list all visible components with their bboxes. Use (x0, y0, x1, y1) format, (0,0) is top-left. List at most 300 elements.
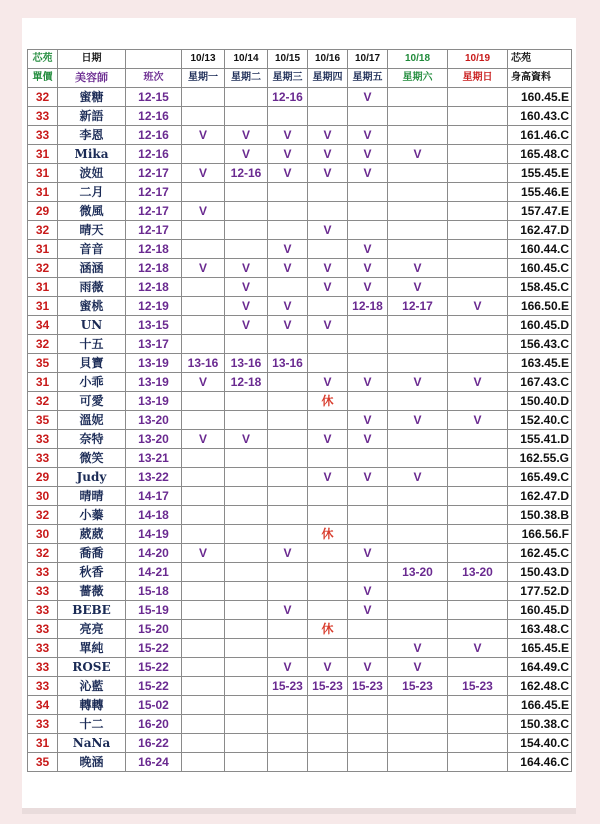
table-row (28, 373, 572, 392)
day-cell (182, 392, 225, 411)
day-cell (268, 183, 308, 202)
day-cell (448, 715, 508, 734)
price-cell: 33 (28, 677, 58, 696)
shift-cell: 15-18 (126, 582, 182, 601)
weekday-header: 星期六 (388, 69, 448, 88)
height-cell: 155.41.D (508, 430, 572, 449)
day-cell (268, 734, 308, 753)
beautician-name: 沁藍 (58, 677, 126, 696)
day-cell: V (348, 126, 388, 145)
price-cell: 33 (28, 639, 58, 658)
beautician-name: 小乖 (58, 373, 126, 392)
day-cell: V (308, 278, 348, 297)
beautician-name: 可愛 (58, 392, 126, 411)
day-cell (182, 734, 225, 753)
height-cell: 150.40.D (508, 392, 572, 411)
day-cell: V (182, 544, 225, 563)
day-cell (348, 639, 388, 658)
day-cell (268, 411, 308, 430)
height-cell: 150.38.B (508, 506, 572, 525)
day-cell (448, 145, 508, 164)
day-cell: 13-16 (182, 354, 225, 373)
table-row (28, 392, 572, 411)
day-cell (388, 734, 448, 753)
schedule-table (27, 49, 572, 772)
day-cell (308, 240, 348, 259)
table-row (28, 145, 572, 164)
weekday-header: 星期三 (268, 69, 308, 88)
day-cell (348, 449, 388, 468)
price-cell: 31 (28, 145, 58, 164)
day-cell: V (348, 164, 388, 183)
price-cell: 31 (28, 373, 58, 392)
shift-cell: 14-21 (126, 563, 182, 582)
date-header: 10/19 (448, 50, 508, 69)
date-label: 日期 (58, 50, 126, 69)
weekday-header: 星期二 (225, 69, 268, 88)
table-row (28, 506, 572, 525)
weekday-header: 星期五 (348, 69, 388, 88)
day-cell (225, 411, 268, 430)
beautician-name: 轉轉 (58, 696, 126, 715)
shift-cell: 12-18 (126, 259, 182, 278)
table-row (28, 639, 572, 658)
table-row (28, 734, 572, 753)
day-cell (308, 715, 348, 734)
day-cell (182, 221, 225, 240)
day-cell (182, 715, 225, 734)
day-cell: V (348, 373, 388, 392)
day-cell (308, 696, 348, 715)
day-cell (225, 392, 268, 411)
day-cell: V (348, 658, 388, 677)
height-cell: 163.45.E (508, 354, 572, 373)
shift-cell: 14-17 (126, 487, 182, 506)
day-cell (448, 658, 508, 677)
shift-cell: 13-21 (126, 449, 182, 468)
day-cell (225, 601, 268, 620)
day-cell (308, 563, 348, 582)
day-cell (182, 658, 225, 677)
day-cell: V (182, 259, 225, 278)
height-cell: 162.55.G (508, 449, 572, 468)
height-cell: 162.47.D (508, 487, 572, 506)
day-cell (388, 506, 448, 525)
day-cell (348, 107, 388, 126)
day-cell (268, 335, 308, 354)
day-cell: V (348, 582, 388, 601)
shift-cell: 12-18 (126, 278, 182, 297)
day-cell: 13-20 (448, 563, 508, 582)
shift-cell: 12-18 (126, 240, 182, 259)
shift-cell: 12-19 (126, 297, 182, 316)
day-cell: V (268, 164, 308, 183)
price-cell: 33 (28, 126, 58, 145)
day-cell: 13-16 (225, 354, 268, 373)
day-cell: V (308, 316, 348, 335)
day-cell (182, 240, 225, 259)
price-cell: 29 (28, 202, 58, 221)
shift-cell: 13-20 (126, 430, 182, 449)
day-cell (348, 354, 388, 373)
price-cell: 33 (28, 658, 58, 677)
height-cell: 165.45.E (508, 639, 572, 658)
height-cell: 160.45.D (508, 316, 572, 335)
day-cell: V (308, 373, 348, 392)
day-cell (268, 107, 308, 126)
day-cell (268, 506, 308, 525)
day-cell (348, 506, 388, 525)
shift-cell: 13-20 (126, 411, 182, 430)
day-cell: V (268, 316, 308, 335)
day-cell: V (448, 411, 508, 430)
day-cell: V (182, 164, 225, 183)
day-cell (182, 88, 225, 107)
beautician-name: BEBE (58, 601, 126, 620)
day-cell (182, 696, 225, 715)
day-cell: 13-20 (388, 563, 448, 582)
day-cell: 休 (308, 392, 348, 411)
date-header: 10/18 (388, 50, 448, 69)
day-cell (225, 525, 268, 544)
height-cell: 160.43.C (508, 107, 572, 126)
day-cell (388, 335, 448, 354)
day-cell: 15-23 (308, 677, 348, 696)
weekday-header: 星期一 (182, 69, 225, 88)
day-cell (348, 563, 388, 582)
shift-cell: 16-20 (126, 715, 182, 734)
price-cell: 32 (28, 392, 58, 411)
day-cell (268, 582, 308, 601)
day-cell: V (348, 544, 388, 563)
shift-cell: 12-16 (126, 107, 182, 126)
table-row (28, 696, 572, 715)
header-blank (126, 50, 182, 69)
height-cell: 165.48.C (508, 145, 572, 164)
height-cell: 166.56.F (508, 525, 572, 544)
day-cell (348, 183, 388, 202)
day-cell: V (225, 316, 268, 335)
day-cell: V (308, 259, 348, 278)
day-cell (388, 525, 448, 544)
day-cell (308, 506, 348, 525)
day-cell (348, 753, 388, 772)
day-cell (182, 639, 225, 658)
day-cell (225, 449, 268, 468)
price-label: 單價 (28, 69, 58, 88)
day-cell (388, 164, 448, 183)
price-cell: 35 (28, 411, 58, 430)
day-cell (388, 392, 448, 411)
brand-left: 芯苑 (28, 50, 58, 69)
beautician-name: 秋香 (58, 563, 126, 582)
height-cell: 161.46.C (508, 126, 572, 145)
day-cell (268, 373, 308, 392)
day-cell (308, 202, 348, 221)
day-cell (388, 430, 448, 449)
shift-cell: 12-17 (126, 183, 182, 202)
day-cell (308, 88, 348, 107)
day-cell: V (268, 145, 308, 164)
table-row (28, 449, 572, 468)
height-cell: 155.45.E (508, 164, 572, 183)
day-cell (388, 620, 448, 639)
day-cell (388, 715, 448, 734)
day-cell: 15-23 (348, 677, 388, 696)
header-row-weekdays (28, 69, 572, 88)
day-cell (308, 639, 348, 658)
table-row (28, 658, 572, 677)
day-cell (182, 487, 225, 506)
table-row (28, 563, 572, 582)
date-header: 10/14 (225, 50, 268, 69)
table-row (28, 582, 572, 601)
day-cell (388, 126, 448, 145)
day-cell (448, 753, 508, 772)
day-cell (348, 525, 388, 544)
day-cell: V (348, 240, 388, 259)
beautician-name: 雨薇 (58, 278, 126, 297)
height-cell: 150.38.C (508, 715, 572, 734)
day-cell (182, 468, 225, 487)
price-cell: 33 (28, 715, 58, 734)
day-cell (182, 411, 225, 430)
table-row (28, 240, 572, 259)
day-cell: V (308, 145, 348, 164)
shift-cell: 14-19 (126, 525, 182, 544)
day-cell: V (225, 126, 268, 145)
day-cell (225, 202, 268, 221)
day-cell (225, 240, 268, 259)
day-cell (225, 107, 268, 126)
day-cell (448, 449, 508, 468)
day-cell (448, 183, 508, 202)
height-cell: 167.43.C (508, 373, 572, 392)
day-cell (388, 696, 448, 715)
day-cell: 12-16 (225, 164, 268, 183)
price-cell: 30 (28, 525, 58, 544)
day-cell: V (308, 658, 348, 677)
day-cell (388, 582, 448, 601)
day-cell: V (268, 259, 308, 278)
day-cell (448, 544, 508, 563)
day-cell (308, 601, 348, 620)
date-header: 10/17 (348, 50, 388, 69)
day-cell: V (448, 373, 508, 392)
day-cell (225, 468, 268, 487)
day-cell (448, 88, 508, 107)
day-cell: V (348, 430, 388, 449)
day-cell (388, 240, 448, 259)
height-cell: 160.45.D (508, 601, 572, 620)
day-cell: V (388, 658, 448, 677)
shift-label: 班次 (126, 69, 182, 88)
day-cell: V (308, 221, 348, 240)
day-cell (448, 107, 508, 126)
shift-cell: 16-22 (126, 734, 182, 753)
day-cell (448, 316, 508, 335)
day-cell (448, 468, 508, 487)
beautician-name: 十二 (58, 715, 126, 734)
day-cell (268, 430, 308, 449)
day-cell (182, 525, 225, 544)
price-cell: 31 (28, 297, 58, 316)
table-row (28, 354, 572, 373)
day-cell (268, 715, 308, 734)
table-row (28, 164, 572, 183)
price-cell: 30 (28, 487, 58, 506)
table-row (28, 544, 572, 563)
day-cell: V (308, 126, 348, 145)
day-cell: 15-23 (448, 677, 508, 696)
price-cell: 32 (28, 544, 58, 563)
beautician-name: 蜜糖 (58, 88, 126, 107)
table-row (28, 297, 572, 316)
day-cell: V (448, 297, 508, 316)
day-cell (348, 487, 388, 506)
day-cell (268, 449, 308, 468)
day-cell (388, 88, 448, 107)
day-cell (448, 582, 508, 601)
day-cell (182, 297, 225, 316)
day-cell (308, 753, 348, 772)
day-cell: V (388, 259, 448, 278)
beautician-name: Judy (58, 468, 126, 487)
shift-cell: 16-24 (126, 753, 182, 772)
beautician-name: 晴天 (58, 221, 126, 240)
date-header: 10/13 (182, 50, 225, 69)
day-cell (448, 164, 508, 183)
height-cell: 166.50.E (508, 297, 572, 316)
day-cell (448, 202, 508, 221)
table-row (28, 753, 572, 772)
date-header: 10/16 (308, 50, 348, 69)
shift-cell: 15-22 (126, 658, 182, 677)
day-cell (348, 316, 388, 335)
day-cell (308, 582, 348, 601)
table-row (28, 468, 572, 487)
beautician-name: 貝寶 (58, 354, 126, 373)
height-cell: 162.47.D (508, 221, 572, 240)
day-cell: 12-18 (348, 297, 388, 316)
day-cell: V (268, 601, 308, 620)
beautician-name: 李恩 (58, 126, 126, 145)
height-cell: 157.47.E (508, 202, 572, 221)
height-cell: 164.46.C (508, 753, 572, 772)
day-cell (348, 335, 388, 354)
table-row (28, 601, 572, 620)
price-cell: 33 (28, 107, 58, 126)
beautician-name: 新語 (58, 107, 126, 126)
table-row (28, 183, 572, 202)
day-cell: V (348, 468, 388, 487)
day-cell (448, 278, 508, 297)
day-cell: V (348, 601, 388, 620)
day-cell: 12-18 (225, 373, 268, 392)
day-cell: 15-23 (388, 677, 448, 696)
price-cell: 31 (28, 278, 58, 297)
height-cell: 165.49.C (508, 468, 572, 487)
day-cell: 12-16 (268, 88, 308, 107)
beautician-name: 音音 (58, 240, 126, 259)
day-cell: 休 (308, 620, 348, 639)
height-cell: 160.45.E (508, 88, 572, 107)
shift-cell: 13-15 (126, 316, 182, 335)
height-label: 身高資料 (508, 69, 572, 88)
table-row (28, 316, 572, 335)
day-cell (182, 316, 225, 335)
schedule-sheet (22, 18, 576, 808)
price-cell: 29 (28, 468, 58, 487)
day-cell (348, 620, 388, 639)
day-cell (448, 696, 508, 715)
day-cell (448, 525, 508, 544)
day-cell: 15-23 (268, 677, 308, 696)
price-cell: 34 (28, 316, 58, 335)
day-cell (225, 88, 268, 107)
day-cell (448, 240, 508, 259)
day-cell: V (268, 658, 308, 677)
day-cell (348, 715, 388, 734)
height-cell: 166.45.E (508, 696, 572, 715)
weekday-header: 星期四 (308, 69, 348, 88)
day-cell (268, 696, 308, 715)
day-cell: V (308, 164, 348, 183)
day-cell (182, 677, 225, 696)
day-cell (388, 316, 448, 335)
day-cell (182, 335, 225, 354)
day-cell (268, 487, 308, 506)
day-cell (182, 506, 225, 525)
table-row (28, 107, 572, 126)
table-row (28, 620, 572, 639)
day-cell (225, 658, 268, 677)
day-cell: V (308, 430, 348, 449)
table-row (28, 525, 572, 544)
beautician-name: ROSE (58, 658, 126, 677)
beautician-name: 微風 (58, 202, 126, 221)
day-cell: V (388, 639, 448, 658)
brand-right: 芯苑 (508, 50, 572, 69)
price-cell: 32 (28, 335, 58, 354)
height-cell: 160.44.C (508, 240, 572, 259)
table-row (28, 715, 572, 734)
day-cell (448, 354, 508, 373)
table-row (28, 411, 572, 430)
day-cell (225, 563, 268, 582)
day-cell: V (182, 373, 225, 392)
height-cell: 163.48.C (508, 620, 572, 639)
day-cell (225, 677, 268, 696)
day-cell: V (268, 297, 308, 316)
day-cell (225, 753, 268, 772)
shift-cell: 15-02 (126, 696, 182, 715)
price-cell: 35 (28, 753, 58, 772)
table-row (28, 202, 572, 221)
day-cell (388, 487, 448, 506)
day-cell (308, 107, 348, 126)
day-cell (448, 259, 508, 278)
day-cell (268, 392, 308, 411)
table-row (28, 430, 572, 449)
day-cell (348, 696, 388, 715)
day-cell (268, 221, 308, 240)
table-row (28, 677, 572, 696)
day-cell: V (348, 88, 388, 107)
table-row (28, 221, 572, 240)
day-cell (225, 639, 268, 658)
day-cell: V (225, 145, 268, 164)
